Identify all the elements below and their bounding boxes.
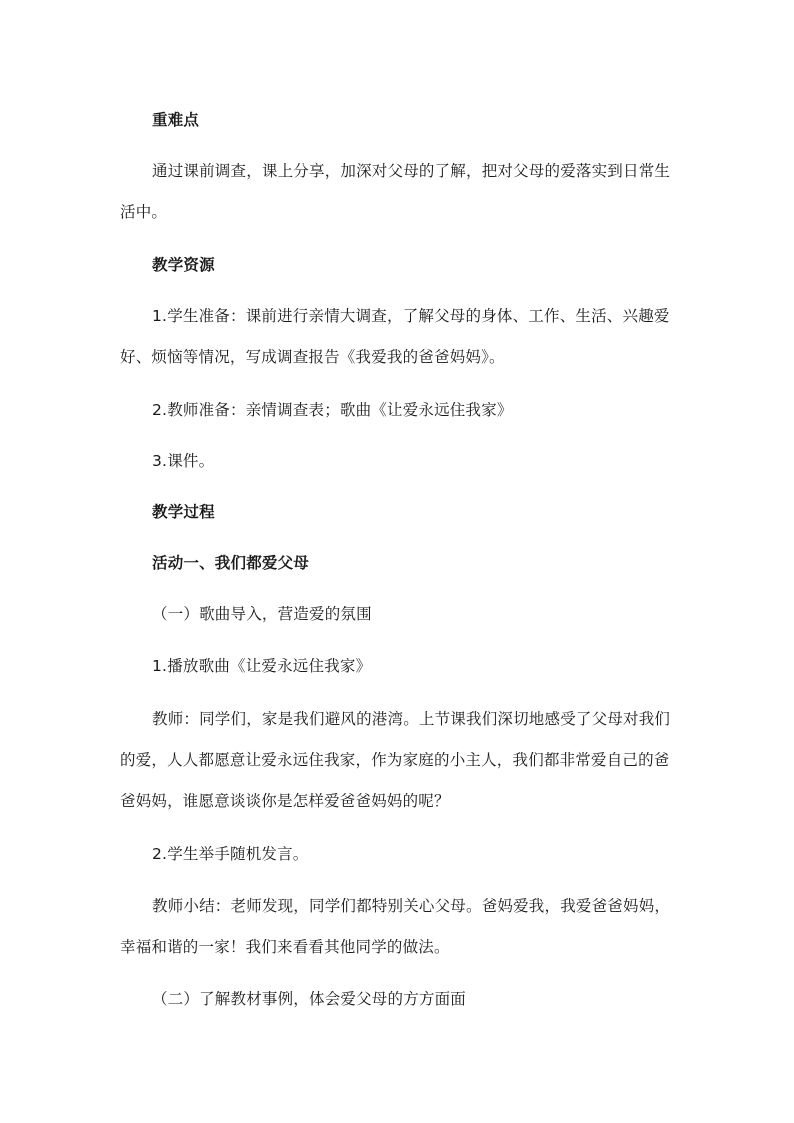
resource-2: 2.教师准备：亲情调查表；歌曲《让爱永远住我家》 — [152, 401, 513, 419]
key-points-heading: 重难点 — [152, 111, 200, 129]
step-1-item-1: 1.播放歌曲《让爱永远住我家》 — [152, 657, 372, 675]
step-1-title: （一）歌曲导入，营造爱的氛围 — [152, 605, 372, 623]
process-heading: 教学过程 — [152, 503, 215, 521]
resource-1-line-2: 好、烦恼等情况，写成调查报告《我爱我的爸爸妈妈》。 — [120, 348, 505, 366]
teacher-speech-line-2: 的爱，人人都愿意让爱永远住我家，作为家庭的小主人，我们都非常爱自己的爸 — [120, 751, 670, 769]
activity-1-heading: 活动一、我们都爱父母 — [152, 554, 310, 572]
teacher-summary-line-2: 幸福和谐的一家！我们来看看其他同学的做法。 — [120, 938, 450, 956]
key-points-text-line-1: 通过课前调查，课上分享，加深对父母的了解，把对父母的爱落实到日常生 — [152, 162, 671, 180]
teacher-speech-line-3: 爸妈妈，谁愿意谈谈你是怎样爱爸爸妈妈的呢？ — [120, 792, 450, 810]
teacher-summary-line-1: 教师小结：老师发现，同学们都特别关心父母。爸妈爱我，我爱爸爸妈妈， — [152, 897, 671, 915]
step-1-item-2: 2.学生举手随机发言。 — [152, 845, 309, 863]
resource-3: 3.课件。 — [152, 452, 215, 470]
resource-1-line-1: 1.学生准备：课前进行亲情大调查，了解父母的身体、工作、生活、兴趣爱 — [152, 307, 670, 325]
resources-heading: 教学资源 — [152, 256, 215, 274]
key-points-text-line-2: 活中。 — [120, 203, 168, 221]
teacher-speech-line-1: 教师：同学们，家是我们避风的港湾。上节课我们深切地感受了父母对我们 — [152, 710, 671, 728]
step-2-title: （二）了解教材事例，体会爱父母的方方面面 — [152, 990, 467, 1008]
